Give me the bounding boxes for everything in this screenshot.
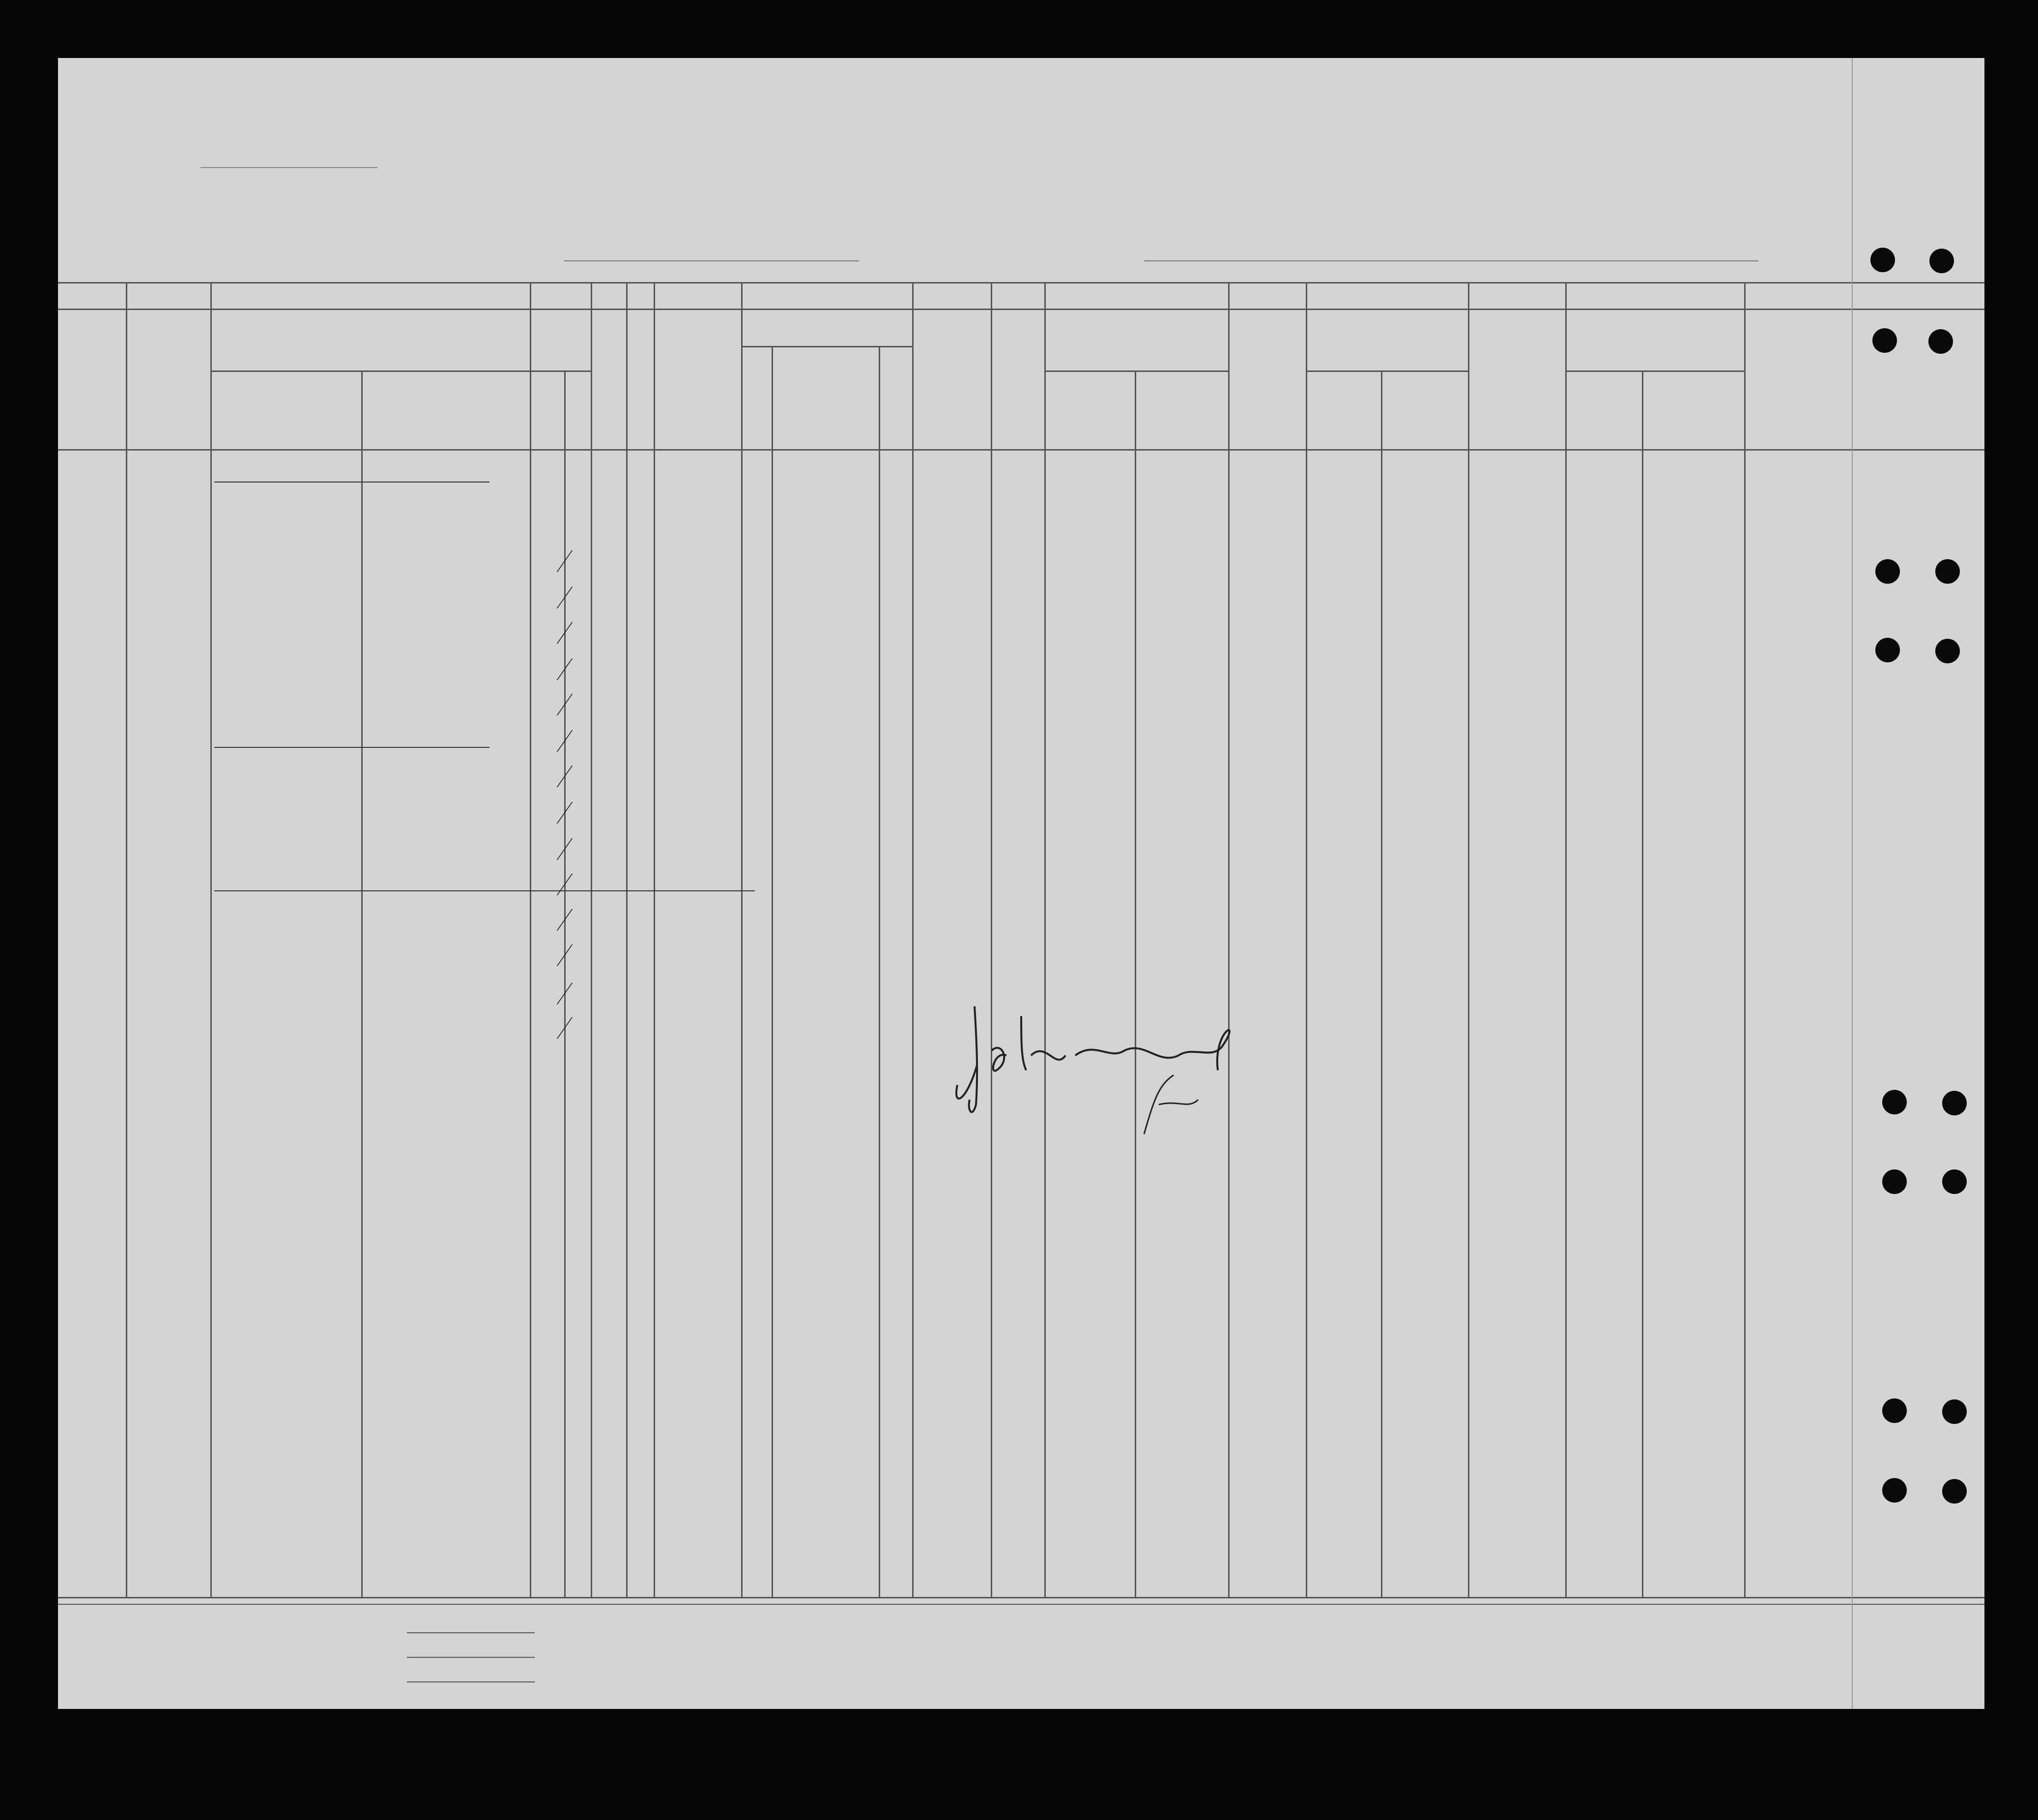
punch-hole bbox=[1882, 1169, 1907, 1194]
inspector-signature bbox=[947, 987, 1321, 1144]
head-tax-stamp bbox=[132, 716, 215, 722]
head-tax-stamp bbox=[132, 752, 215, 758]
punch-hole bbox=[1942, 1091, 1967, 1115]
punch-hole bbox=[1942, 1479, 1967, 1504]
punch-hole bbox=[1942, 1399, 1967, 1424]
punch-hole bbox=[1875, 638, 1900, 662]
punch-hole bbox=[1935, 639, 1960, 663]
header-married bbox=[626, 353, 654, 431]
punch-hole bbox=[1870, 248, 1895, 272]
head-tax-stamp bbox=[132, 573, 215, 579]
head-tax-stamp bbox=[132, 680, 215, 686]
punch-hole bbox=[1882, 1398, 1907, 1423]
head-tax-stamp bbox=[132, 645, 215, 651]
punch-hole bbox=[1882, 1090, 1907, 1114]
punch-hole bbox=[1875, 559, 1900, 584]
head-tax-stamp bbox=[132, 788, 215, 794]
manifest-sheet bbox=[58, 58, 1984, 1709]
head-tax-stamp bbox=[132, 1003, 215, 1009]
punch-hole bbox=[1928, 329, 1953, 354]
head-tax-stamp bbox=[132, 608, 215, 614]
punch-hole bbox=[1872, 328, 1897, 353]
head-tax-stamp bbox=[132, 537, 215, 542]
punch-hole bbox=[1935, 559, 1960, 584]
punch-hole bbox=[1882, 1478, 1907, 1503]
punch-hole bbox=[1929, 249, 1954, 273]
punch-hole bbox=[1942, 1169, 1967, 1194]
